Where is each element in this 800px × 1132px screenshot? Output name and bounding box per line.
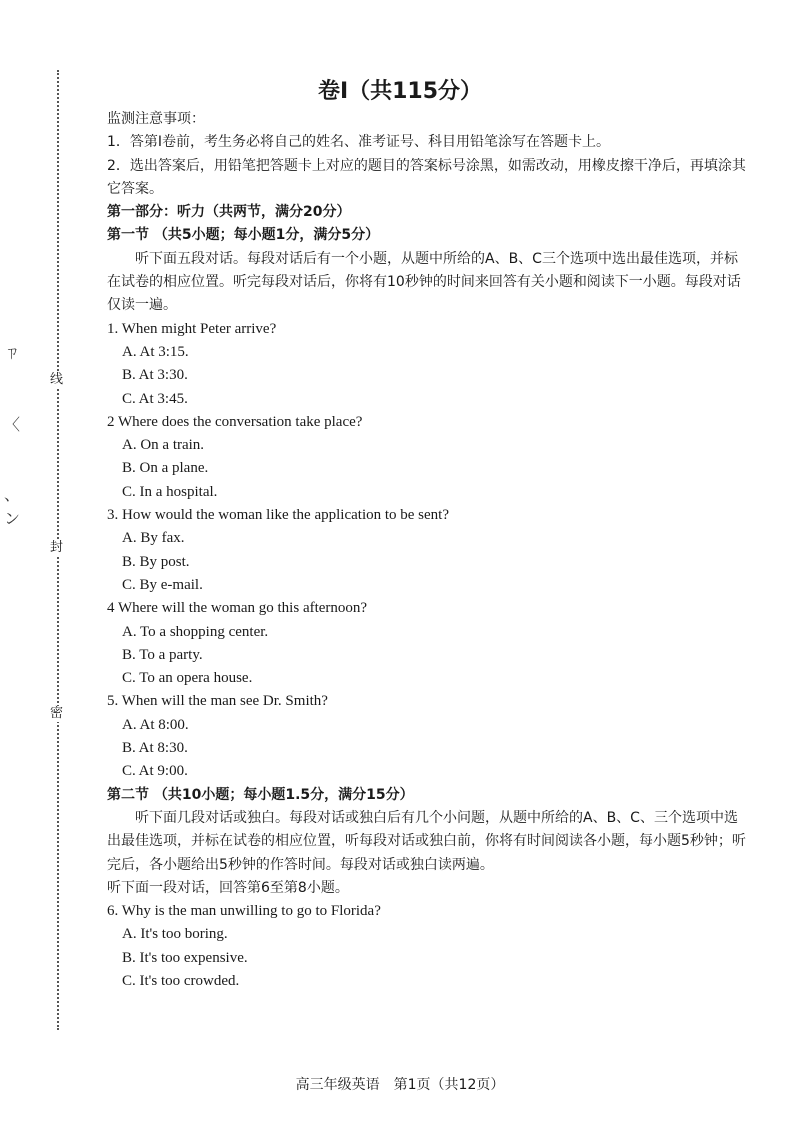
option-b: B. At 8:30.: [122, 740, 188, 757]
option-b: B. By post.: [122, 553, 190, 570]
question-1: [107, 318, 747, 411]
section1-info: （共5小题；每小题1分，满分5分）: [153, 227, 380, 244]
section2-lead: 听下面一段对话，回答第6至第8小题。: [107, 879, 349, 896]
option-b: B. To a party.: [122, 646, 203, 663]
section1-heading: [107, 224, 747, 247]
option-a: A. At 8:00.: [122, 716, 189, 733]
section1-label: 第一节: [107, 227, 149, 244]
option-c: C. At 3:45.: [122, 390, 188, 407]
option-a: A. On a train.: [122, 437, 205, 454]
option-c: C. By e-mail.: [122, 576, 203, 593]
notice-item-2: 2．选出答案后，用铅笔把答题卡上对应的题目的答案标号涂黑，如需改动，用橡皮擦干净后，再填涂其它答案。: [107, 157, 746, 197]
notice-heading: 监测注意事项：: [107, 111, 205, 127]
option-b: B. On a plane.: [122, 460, 209, 477]
question-2: [107, 411, 747, 504]
question-6: [107, 900, 747, 993]
section2-instructions: 听下面几段对话或独白。每段对话或独白后有几个小问题，从题中所给的A、B、C、三个选项中选出最佳选项，并标在试卷的相应位置，听每段对话或独白前，你将有时间阅读各小题，每小题5秒钟；听完后，各小题给出5秒钟的作答时间。每段对话或独白读两遍。: [107, 809, 746, 873]
question-stem: 5. When will the man see Dr. Smith?: [107, 693, 328, 710]
binding-label-xian: 线: [50, 372, 64, 387]
option-c: C. At 9:00.: [122, 763, 188, 780]
option-a: A. By fax.: [122, 530, 185, 547]
page-footer: 高三年级英语 第1页（共12页）: [295, 1077, 505, 1093]
option-c: C. It's too crowded.: [122, 972, 240, 989]
option-a: A. It's too boring.: [122, 926, 228, 943]
part1-heading: 第一部分：听力（共两节，满分20分）: [107, 204, 351, 221]
question-3: [107, 504, 747, 597]
edge-mark: 〈: [4, 415, 21, 434]
option-b: B. It's too expensive.: [122, 949, 248, 966]
binding-label-feng: 封: [50, 540, 64, 555]
edge-mark: ン: [4, 509, 21, 528]
notice-item-1: 1．答第Ⅰ卷前，考生务必将自己的姓名、准考证号、科目用铅笔涂写在答题卡上。: [107, 134, 611, 151]
question-5: [107, 690, 747, 783]
question-stem: 1. When might Peter arrive?: [107, 320, 277, 337]
question-4: [107, 597, 747, 690]
binding-label-mi: 密: [50, 706, 64, 721]
edge-mark: ㄗ: [4, 343, 21, 362]
question-stem: 6. Why is the man unwilling to go to Florida?: [107, 903, 381, 920]
question-stem: 3. How would the woman like the application to be sent?: [107, 507, 450, 524]
question-stem: 4 Where will the woman go this afternoon?: [107, 600, 368, 617]
question-stem: 2 Where does the conversation take place?: [107, 413, 363, 430]
section1-instructions: 听下面五段对话。每段对话后有一个小题，从题中所给的A、B、C三个选项中选出最佳选项，并标在试卷的相应位置。听完每段对话后，你将有10秒钟的时间来回答有关小题和阅读下一小题。每段对话仅读一遍。: [107, 250, 741, 314]
option-c: C. To an opera house.: [122, 670, 253, 687]
option-a: A. To a shopping center.: [122, 623, 269, 640]
option-a: A. At 3:15.: [122, 343, 189, 360]
option-c: C. In a hospital.: [122, 483, 218, 500]
page-title: 卷Ⅰ（共115分）: [317, 79, 483, 104]
edge-mark: 、: [4, 485, 21, 504]
section2-heading: 第二节 （共10小题；每小题1.5分，满分15分）: [107, 786, 414, 803]
option-b: B. At 3:30.: [122, 367, 188, 384]
exam-content: [107, 108, 747, 993]
